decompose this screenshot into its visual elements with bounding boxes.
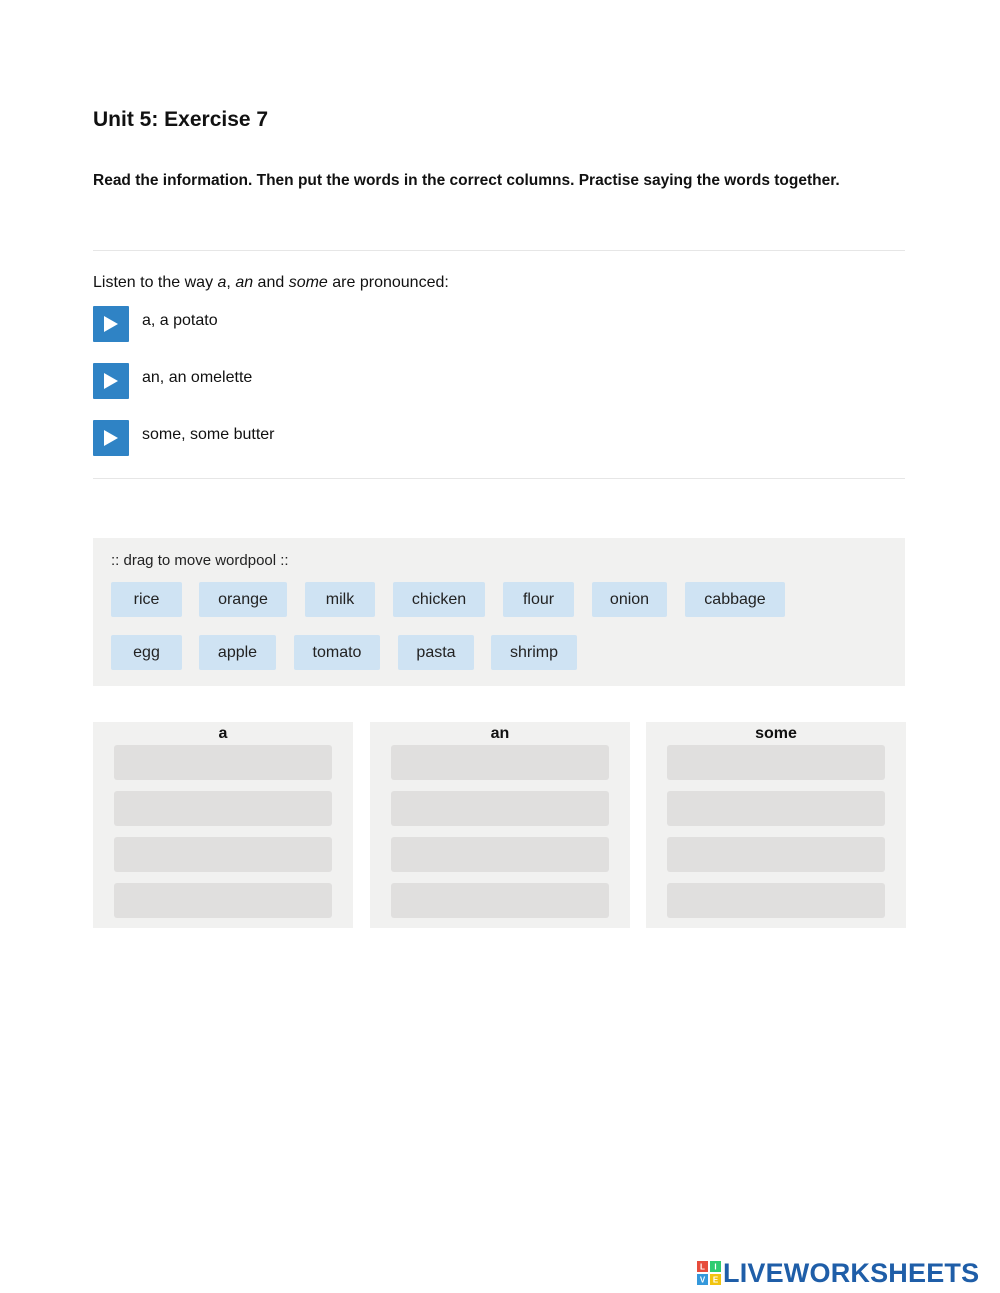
- svg-text:E: E: [712, 1275, 719, 1285]
- svg-text:I: I: [714, 1262, 717, 1272]
- drop-slot[interactable]: [114, 883, 332, 918]
- drop-slot[interactable]: [667, 837, 885, 872]
- word-chip-orange[interactable]: orange: [199, 582, 287, 617]
- audio-item-some: [93, 420, 275, 456]
- drop-slot[interactable]: [391, 791, 609, 826]
- divider-top: [93, 250, 905, 251]
- column-an: [370, 722, 630, 928]
- drop-slot[interactable]: [114, 837, 332, 872]
- word-chip-apple[interactable]: apple: [199, 635, 276, 670]
- word-chip-shrimp[interactable]: shrimp: [491, 635, 577, 670]
- word-chip-rice[interactable]: rice: [111, 582, 182, 617]
- drop-slot[interactable]: [114, 745, 332, 780]
- drop-slot[interactable]: [391, 745, 609, 780]
- drop-slot[interactable]: [391, 883, 609, 918]
- play-button-an[interactable]: [93, 363, 129, 399]
- wordpool-drag-handle[interactable]: :: drag to move wordpool ::: [111, 552, 289, 569]
- word-chip-flour[interactable]: flour: [503, 582, 574, 617]
- word-chip-pasta[interactable]: pasta: [398, 635, 474, 670]
- wordpool: [93, 538, 905, 686]
- audio-label-some: some, some butter: [142, 426, 275, 443]
- word-chip-onion[interactable]: onion: [592, 582, 667, 617]
- audio-label-a: a, a potato: [142, 312, 218, 329]
- column-a: [93, 722, 353, 928]
- play-icon: [103, 372, 119, 390]
- drop-slot[interactable]: [667, 745, 885, 780]
- play-icon: [103, 429, 119, 447]
- drop-slot[interactable]: [667, 883, 885, 918]
- page-title: Unit 5: Exercise 7: [93, 108, 269, 131]
- column-header-some: some: [755, 725, 797, 742]
- liveworksheets-logo: [697, 1258, 979, 1288]
- play-icon: [103, 315, 119, 333]
- word-chip-milk[interactable]: milk: [305, 582, 375, 617]
- logo-tiles-icon: [697, 1261, 721, 1285]
- logo-text: LIVEWORKSHEETS: [723, 1257, 980, 1288]
- listen-intro: Listen to the way a, an and some are pronounced:: [93, 274, 449, 291]
- word-chip-tomato[interactable]: tomato: [294, 635, 380, 670]
- play-button-some[interactable]: [93, 420, 129, 456]
- drop-slot[interactable]: [391, 837, 609, 872]
- audio-item-a: [93, 306, 218, 342]
- svg-text:L: L: [700, 1262, 705, 1272]
- word-chip-egg[interactable]: egg: [111, 635, 182, 670]
- column-header-an: an: [490, 725, 510, 742]
- audio-item-an: [93, 363, 252, 399]
- play-button-a[interactable]: [93, 306, 129, 342]
- word-chip-chicken[interactable]: chicken: [393, 582, 485, 617]
- column-header-a: a: [218, 725, 228, 742]
- column-some: [646, 722, 906, 928]
- audio-label-an: an, an omelette: [142, 369, 253, 386]
- drop-slot[interactable]: [667, 791, 885, 826]
- divider-bottom: [93, 478, 905, 479]
- word-chip-cabbage[interactable]: cabbage: [685, 582, 785, 617]
- drop-slot[interactable]: [114, 791, 332, 826]
- svg-text:V: V: [699, 1275, 706, 1285]
- exercise-instructions: Read the information. Then put the words in the correct columns. Practise saying the words together.: [93, 172, 840, 189]
